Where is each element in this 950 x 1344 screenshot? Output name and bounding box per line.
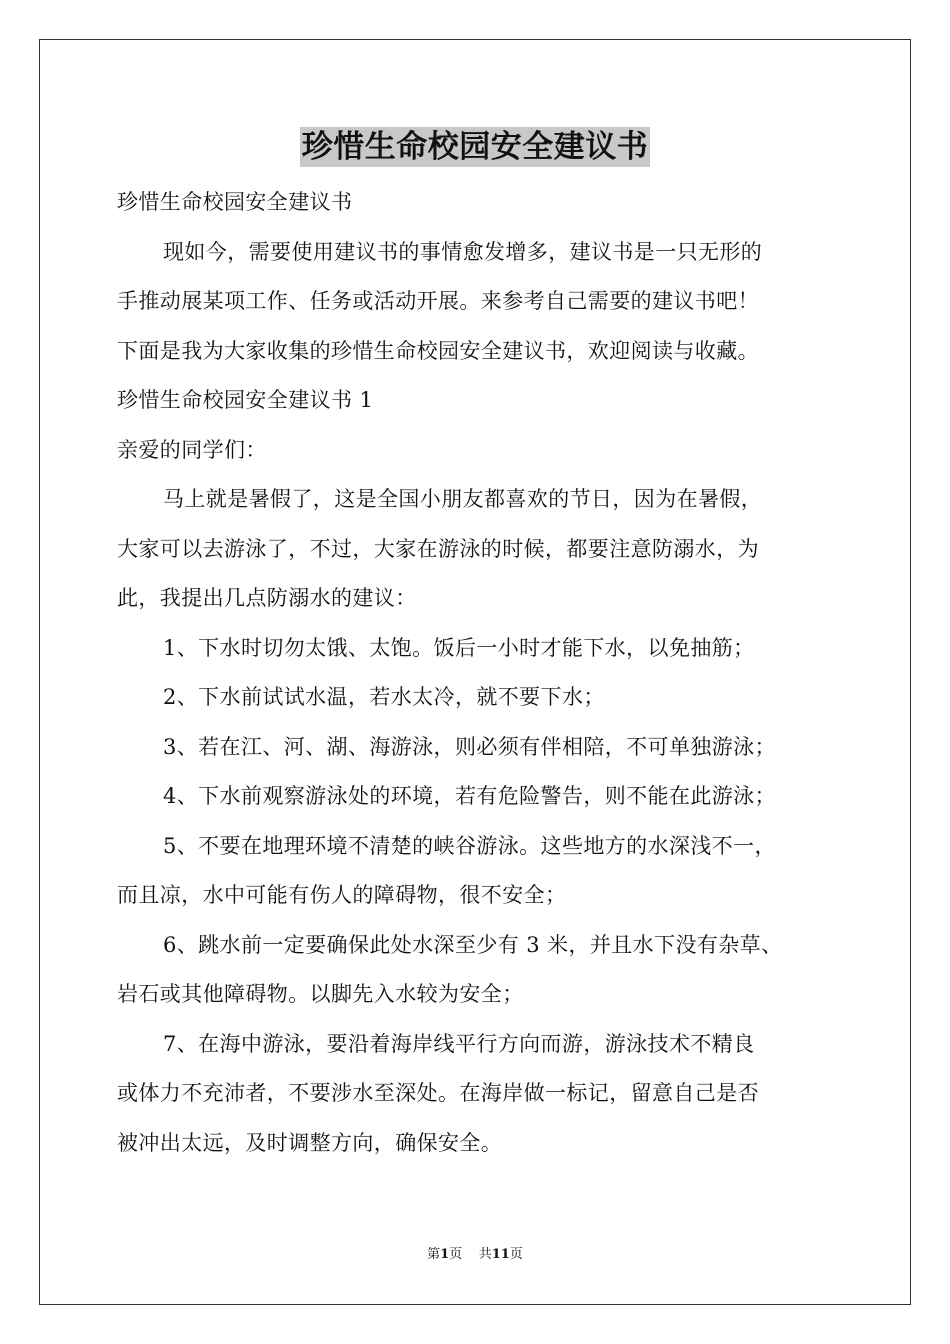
text-line: 6、跳水前一定要确保此处水深至少有 3 米，并且水下没有杂草、 bbox=[163, 932, 783, 957]
text-line: 亲爱的同学们： bbox=[117, 437, 267, 462]
text-line: 马上就是暑假了，这是全国小朋友都喜欢的节日，因为在暑假， bbox=[163, 487, 763, 511]
text-line: 或体力不充沛者，不要涉水至深处。在海岸做一标记，留意自己是否 bbox=[117, 1081, 759, 1105]
text-line: 而且凉，水中可能有伤人的障碍物，很不安全； bbox=[117, 883, 567, 907]
total-suffix: 页 bbox=[509, 1247, 523, 1262]
total-pages: 11 bbox=[491, 1247, 510, 1262]
text-line: 2、下水前试试水温，若水太冷，就不要下水； bbox=[163, 685, 605, 709]
text-line: 1、下水时切勿太饿、太饱。饭后一小时才能下水，以免抽筋； bbox=[163, 635, 755, 660]
text-line: 5、不要在地理环境不清楚的峡谷游泳。这些地方的水深浅不一， bbox=[163, 833, 776, 858]
page-footer bbox=[0, 1246, 950, 1264]
text-line: 下面是我为大家收集的珍惜生命校园安全建议书，欢迎阅读与收藏。 bbox=[117, 338, 759, 363]
title-container bbox=[0, 127, 950, 167]
text-line: 被冲出太远，及时调整方向，确保安全。 bbox=[117, 1130, 503, 1155]
text-line: 珍惜生命校园安全建议书 1 bbox=[117, 388, 374, 412]
text-line: 大家可以去游泳了，不过，大家在游泳的时候，都要注意防溺水，为 bbox=[117, 536, 759, 561]
text-line: 此，我提出几点防溺水的建议： bbox=[117, 586, 417, 610]
total-prefix: 共 bbox=[478, 1247, 492, 1262]
text-line: 4、下水前观察游泳处的环境，若有危险警告，则不能在此游泳； bbox=[163, 784, 776, 808]
page-number: 1 bbox=[440, 1247, 450, 1262]
document-title: 珍惜生命校园安全建议书 bbox=[301, 129, 649, 165]
text-line: 珍惜生命校园安全建议书 bbox=[117, 190, 353, 214]
text-line: 7、在海中游泳，要沿着海岸线平行方向而游，游泳技术不精良 bbox=[163, 1031, 755, 1056]
page-suffix: 页 bbox=[449, 1247, 463, 1262]
text-line: 手推动展某项工作、任务或活动开展。来参考自己需要的建议书吧！ bbox=[117, 289, 759, 313]
text-line: 现如今，需要使用建议书的事情愈发增多，建议书是一只无形的 bbox=[163, 239, 763, 264]
document-body bbox=[117, 178, 847, 1168]
text-line: 3、若在江、河、湖、海游泳，则必须有伴相陪，不可单独游泳； bbox=[163, 734, 776, 759]
text-line: 岩石或其他障碍物。以脚先入水较为安全； bbox=[117, 982, 524, 1006]
page-prefix: 第 bbox=[427, 1247, 441, 1262]
